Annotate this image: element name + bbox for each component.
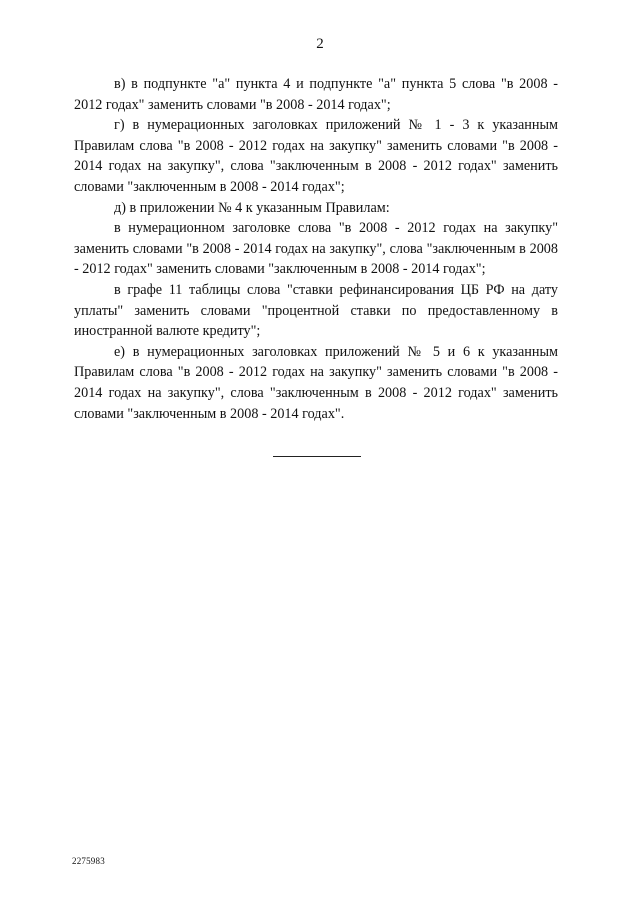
paragraph-d: д) в приложении № 4 к указанным Правилам: [114,199,390,216]
document-code: 2275983 [72,856,105,866]
paragraph-v: в) в подпункте "а" пункта 4 и подпункте "а" пункта 5 слова "в 2008 - 2012 годах" заменить словами "в 2008 - 2014 годах"; [74,76,558,113]
document-body [74,74,558,424]
paragraph-d-heading: в нумерационном заголовке слова "в 2008 - 2012 годах на закупку" заменить словами "в 2008 - 2014 годах на закупку", слова "заключенным в 2008 - 2012 годах" заменить словами "заключенным в 2008 - 2014 годах"; [74,220,558,278]
page-number: 2 [316,36,324,52]
paragraph-d-column-11: в графе 11 таблицы слова "ставки рефинансирования ЦБ РФ на дату уплаты" заменить словами "процентной ставки по предоставленному в иностранной валюте кредиту"; [74,281,558,340]
end-divider [273,456,361,457]
paragraph-g: г) в нумерационных заголовках приложений № 1 - 3 к указанным Правилам слова "в 2008 - 2012 годах на закупку" заменить словами "в 2008 - 2014 годах на закупку", слова "заключенным в 2008 - 2012 годах" заменить словами "заключенным в 2008 - 2014 годах"; [74,117,558,195]
paragraph-e: е) в нумерационных заголовках приложений № 5 и 6 к указанным Правилам слова "в 2008 - 2012 годах на закупку" заменить словами "в 2008 - 2014 годах на закупку", слова "заключенным в 2008 - 2012 годах" заменить словами "заключенным в 2008 - 2014 годах". [74,343,558,422]
